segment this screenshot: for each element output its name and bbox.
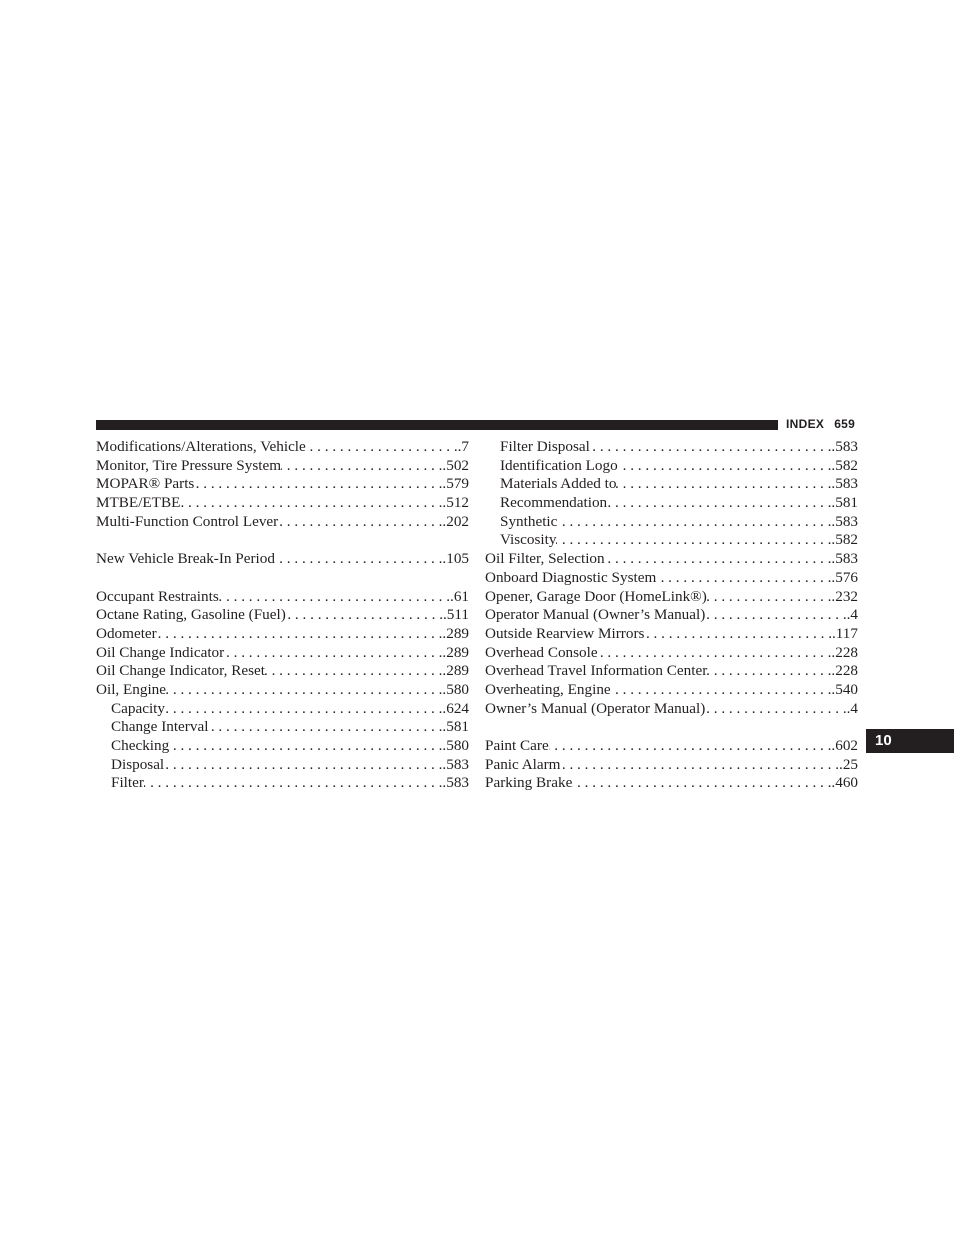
index-subentry[interactable] bbox=[96, 737, 469, 756]
index-page: .583 bbox=[442, 774, 469, 792]
index-term: Modifications/Alterations, Vehicle bbox=[96, 438, 306, 455]
index-entry[interactable] bbox=[485, 625, 858, 644]
index-page: .540 bbox=[831, 680, 858, 698]
index-term: New Vehicle Break-In Period bbox=[96, 550, 275, 568]
dot-leader bbox=[306, 438, 458, 457]
dot-leader bbox=[707, 662, 831, 681]
index-entry[interactable] bbox=[485, 774, 858, 793]
index-entry[interactable] bbox=[96, 644, 469, 663]
chapter-tab: 10 bbox=[866, 729, 954, 753]
dot-leader bbox=[278, 513, 442, 532]
index-entry[interactable] bbox=[96, 475, 469, 494]
index-page: .602 bbox=[831, 737, 858, 754]
index-subentry[interactable] bbox=[96, 774, 469, 793]
index-term: Checking bbox=[111, 737, 170, 754]
index-term: Outside Rearview Mirrors bbox=[485, 624, 645, 642]
index-term: Octane Rating, Gasoline (Fuel) bbox=[96, 606, 286, 624]
index-page: .4 bbox=[846, 699, 858, 717]
index-entry[interactable] bbox=[96, 662, 469, 681]
index-subentry[interactable] bbox=[485, 513, 858, 532]
index-term: Monitor, Tire Pressure System bbox=[96, 456, 282, 474]
index-term: Panic Alarm bbox=[485, 755, 561, 773]
index-page: .117 bbox=[831, 624, 858, 642]
index-page: .576 bbox=[831, 568, 858, 586]
index-page: .581 bbox=[442, 718, 469, 736]
dot-leader bbox=[561, 756, 840, 775]
dot-leader bbox=[265, 662, 442, 681]
index-term: MOPAR® Parts bbox=[96, 475, 195, 493]
index-entry[interactable] bbox=[485, 569, 858, 588]
index-page: .582 bbox=[831, 531, 858, 549]
index-term: Overheating, Engine bbox=[485, 680, 611, 698]
index-entry[interactable] bbox=[485, 662, 858, 681]
index-page: .583 bbox=[831, 475, 858, 493]
index-entry[interactable] bbox=[485, 681, 858, 700]
dot-leader bbox=[556, 531, 831, 550]
index-page: .460 bbox=[831, 774, 858, 792]
dot-leader bbox=[224, 644, 442, 663]
index-term: Paint Care bbox=[485, 737, 549, 754]
index-column-left bbox=[96, 438, 469, 793]
dot-leader bbox=[166, 681, 442, 700]
header-rule bbox=[96, 420, 778, 430]
index-entry[interactable] bbox=[96, 438, 469, 457]
index-entry[interactable] bbox=[485, 550, 858, 569]
index-term: Occupant Restraints bbox=[96, 587, 219, 605]
index-page: .232 bbox=[831, 587, 858, 605]
index-term: Change Interval bbox=[111, 718, 209, 736]
dot-leader bbox=[208, 718, 442, 737]
index-entry[interactable] bbox=[485, 644, 858, 663]
index-term: Overhead Console bbox=[485, 643, 598, 661]
index-page: .502 bbox=[442, 456, 469, 474]
index-page: .4 bbox=[846, 606, 858, 624]
dot-leader bbox=[705, 700, 846, 719]
index-subentry[interactable] bbox=[485, 475, 858, 494]
index-page: .289 bbox=[442, 624, 469, 642]
index-term: Operator Manual (Owner’s Manual) bbox=[485, 606, 706, 624]
index-page: .289 bbox=[442, 643, 469, 661]
index-term: Materials Added to bbox=[500, 475, 617, 493]
index-term: Filter bbox=[111, 774, 144, 792]
index-term: Oil, Engine bbox=[96, 680, 167, 698]
dot-leader bbox=[219, 588, 450, 607]
dot-leader bbox=[180, 494, 442, 513]
index-entry[interactable] bbox=[96, 457, 469, 476]
index-page: .582 bbox=[831, 456, 858, 474]
index-term: Disposal bbox=[111, 755, 165, 773]
index-term: Synthetic bbox=[500, 512, 558, 530]
index-term: Multi-Function Control Lever bbox=[96, 512, 279, 530]
index-page: .512 bbox=[442, 494, 469, 512]
index-term: Overhead Travel Information Center bbox=[485, 662, 708, 680]
section-title: INDEX bbox=[786, 417, 825, 431]
dot-leader bbox=[618, 457, 832, 476]
index-term: Parking Brake bbox=[485, 774, 573, 792]
index-term: Recommendation bbox=[500, 494, 608, 512]
index-page: .228 bbox=[831, 662, 858, 680]
index-entry[interactable] bbox=[96, 494, 469, 513]
dot-leader bbox=[275, 550, 442, 569]
index-subentry[interactable] bbox=[485, 438, 858, 457]
index-entry[interactable] bbox=[485, 606, 858, 625]
index-subentry[interactable] bbox=[96, 718, 469, 737]
index-page: .580 bbox=[442, 680, 469, 698]
dot-leader bbox=[157, 625, 443, 644]
index-page: .581 bbox=[831, 494, 858, 512]
dot-leader bbox=[144, 774, 443, 793]
index-page: .583 bbox=[831, 512, 858, 530]
index-term: Owner’s Manual (Operator Manual) bbox=[485, 699, 706, 717]
dot-leader bbox=[557, 513, 831, 532]
index-term: Oil Filter, Selection bbox=[485, 550, 605, 568]
index-page: .624 bbox=[442, 699, 469, 717]
index-term: Viscosity bbox=[500, 531, 557, 549]
index-term: Capacity bbox=[111, 699, 165, 717]
dot-leader bbox=[656, 569, 831, 588]
index-term: Opener, Garage Door (HomeLink®) bbox=[485, 587, 707, 605]
index-entry[interactable] bbox=[485, 737, 858, 756]
dot-leader bbox=[281, 457, 442, 476]
index-page: .580 bbox=[442, 737, 469, 754]
index-page: .7 bbox=[457, 438, 469, 455]
dot-leader bbox=[611, 681, 832, 700]
index-entry[interactable] bbox=[485, 588, 858, 607]
dot-leader bbox=[598, 644, 832, 663]
index-entry[interactable] bbox=[96, 513, 469, 532]
index-page: .583 bbox=[831, 438, 858, 455]
index-entry[interactable] bbox=[96, 681, 469, 700]
dot-leader bbox=[194, 475, 442, 494]
index-page: .579 bbox=[442, 475, 469, 493]
dot-leader bbox=[616, 475, 831, 494]
running-header bbox=[786, 417, 855, 431]
dot-leader bbox=[164, 756, 442, 775]
index-subentry[interactable] bbox=[485, 531, 858, 550]
dot-leader bbox=[549, 737, 832, 756]
index-entry[interactable] bbox=[96, 550, 469, 569]
index-subentry[interactable] bbox=[485, 457, 858, 476]
index-term: Onboard Diagnostic System bbox=[485, 568, 657, 586]
index-term: Identification Logo bbox=[500, 456, 618, 474]
index-entry[interactable] bbox=[485, 700, 858, 719]
index-entry[interactable] bbox=[485, 756, 858, 775]
dot-leader bbox=[607, 494, 831, 513]
index-term: Odometer bbox=[96, 624, 157, 642]
index-page: .511 bbox=[442, 606, 469, 624]
dot-leader bbox=[165, 700, 442, 719]
dot-leader bbox=[169, 737, 442, 756]
dot-leader bbox=[707, 588, 832, 607]
dot-leader bbox=[644, 625, 832, 644]
index-page: .25 bbox=[839, 755, 858, 773]
index-subentry[interactable] bbox=[96, 756, 469, 775]
index-term: Filter Disposal bbox=[500, 438, 590, 455]
index-page: .583 bbox=[442, 755, 469, 773]
dot-leader bbox=[572, 774, 831, 793]
page-number: 659 bbox=[834, 417, 856, 431]
index-term: MTBE/ETBE bbox=[96, 494, 181, 512]
index-entry[interactable] bbox=[96, 625, 469, 644]
dot-leader bbox=[705, 606, 846, 625]
index-subentry[interactable] bbox=[485, 494, 858, 513]
index-term: Oil Change Indicator, Reset bbox=[96, 662, 265, 680]
index-page: .289 bbox=[442, 662, 469, 680]
index-page: .202 bbox=[442, 512, 469, 530]
index-subentry[interactable] bbox=[96, 700, 469, 719]
index-column-right bbox=[485, 438, 858, 793]
index-page: .105 bbox=[442, 550, 469, 568]
dot-leader bbox=[605, 550, 832, 569]
index-entry[interactable] bbox=[96, 588, 469, 607]
index-page: .228 bbox=[831, 643, 858, 661]
dot-leader bbox=[286, 606, 443, 625]
index-term: Oil Change Indicator bbox=[96, 643, 225, 661]
index-page: .583 bbox=[831, 550, 858, 568]
dot-leader bbox=[590, 438, 832, 457]
index-page: .61 bbox=[450, 587, 469, 605]
index-entry[interactable] bbox=[96, 606, 469, 625]
